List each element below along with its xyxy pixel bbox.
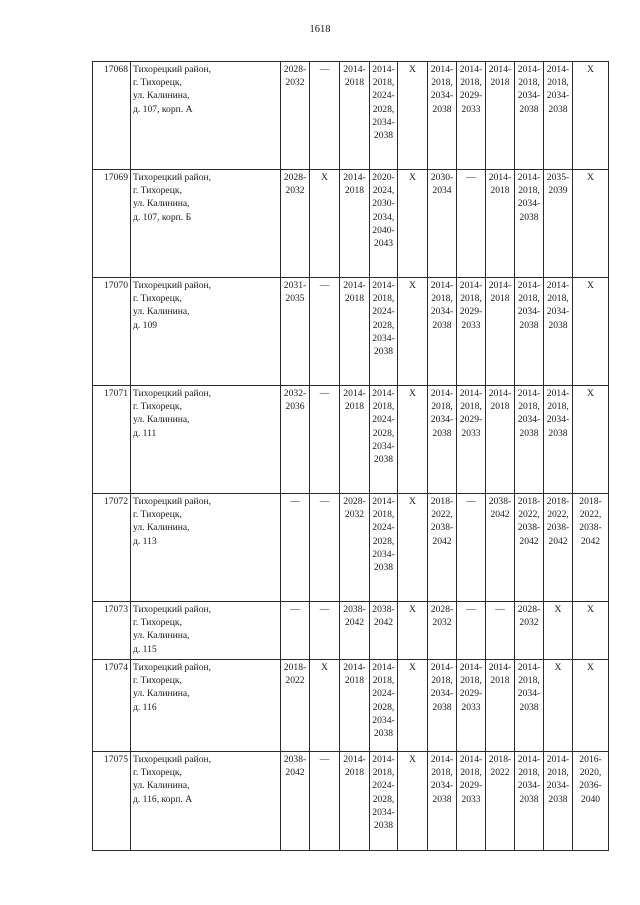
schedule-cell: X: [573, 62, 609, 170]
schedule-cell: X: [398, 602, 428, 660]
schedule-cell: X: [310, 170, 340, 278]
address-line: г. Тихорецк,: [133, 509, 182, 521]
address-line: д. 113: [133, 535, 157, 547]
address-cell: [131, 752, 281, 851]
schedule-cell: 2028- 2032: [428, 602, 457, 660]
schedule-cell: 2038- 2042: [281, 752, 310, 851]
schedule-cell: 2028- 2032: [340, 494, 370, 602]
schedule-cell: —: [310, 494, 340, 602]
schedule-cell: —: [310, 752, 340, 851]
schedule-cell: 2014- 2018, 2034- 2038: [428, 752, 457, 851]
address-line: ул. Калинина,: [133, 198, 190, 210]
table-row: [93, 660, 609, 752]
schedule-cell: X: [310, 660, 340, 752]
address-line: Тихорецкий район,: [133, 496, 212, 507]
schedule-cell: 2014- 2018: [340, 278, 370, 386]
address-cell: [131, 386, 281, 494]
schedule-cell: —: [457, 494, 486, 602]
schedule-cell: 2018- 2022, 2038- 2042: [428, 494, 457, 602]
schedule-cell: 2038- 2042: [340, 602, 370, 660]
schedule-cell: 2018- 2022: [486, 752, 515, 851]
table-row: [93, 602, 609, 660]
schedule-cell: 2028- 2032: [281, 62, 310, 170]
schedule-cell: X: [398, 62, 428, 170]
schedule-cell: 2014- 2018, 2024- 2028, 2034- 2038: [370, 752, 398, 851]
housing-repair-schedule-table: [92, 61, 609, 851]
address-cell: [131, 170, 281, 278]
address-line: Тихорецкий район,: [133, 280, 212, 291]
schedule-cell: 2030- 2034: [428, 170, 457, 278]
schedule-cell: 2018- 2022, 2038- 2042: [573, 494, 609, 602]
page-number: 1618: [309, 24, 331, 35]
schedule-cell: 2014- 2018: [486, 660, 515, 752]
schedule-cell: 2014- 2018: [340, 62, 370, 170]
schedule-cell: 2014- 2018, 2034- 2038: [428, 62, 457, 170]
schedule-cell: X: [573, 278, 609, 386]
schedule-cell: 2014- 2018, 2034- 2038: [544, 386, 573, 494]
address-line: Тихорецкий район,: [133, 388, 212, 399]
schedule-cell: X: [573, 386, 609, 494]
schedule-cell: —: [281, 494, 310, 602]
schedule-cell: X: [398, 494, 428, 602]
schedule-cell: 2014- 2018, 2029- 2033: [457, 278, 486, 386]
table-row: [93, 62, 609, 170]
schedule-cell: X: [544, 660, 573, 752]
address-line: ул. Калинина,: [133, 414, 190, 426]
schedule-cell: —: [310, 278, 340, 386]
schedule-cell: X: [398, 660, 428, 752]
schedule-cell: —: [310, 62, 340, 170]
schedule-cell: X: [398, 170, 428, 278]
address-line: д. 107, корп. А: [133, 103, 193, 115]
address-line: ул. Калинина,: [133, 306, 190, 318]
address-line: ул. Калинина,: [133, 630, 190, 642]
schedule-cell: 2014- 2018, 2029- 2033: [457, 62, 486, 170]
address-cell: [131, 602, 281, 660]
address-line: Тихорецкий район,: [133, 64, 212, 75]
row-number: 17071: [93, 386, 131, 494]
schedule-cell: 2014- 2018, 2034- 2038: [544, 62, 573, 170]
schedule-cell: 2038- 2042: [370, 602, 398, 660]
address-line: д. 116, корп. А: [133, 793, 193, 805]
schedule-cell: 2014- 2018: [340, 386, 370, 494]
table-row: [93, 494, 609, 602]
row-number: 17070: [93, 278, 131, 386]
schedule-cell: 2014- 2018, 2024- 2028, 2034- 2038: [370, 494, 398, 602]
schedule-cell: 2014- 2018, 2034- 2038: [428, 386, 457, 494]
schedule-cell: 2014- 2018: [340, 170, 370, 278]
address-line: ул. Калинина,: [133, 522, 190, 534]
schedule-cell: X: [398, 386, 428, 494]
address-line: Тихорецкий район,: [133, 662, 212, 673]
address-line: ул. Калинина,: [133, 780, 190, 792]
row-number: 17073: [93, 602, 131, 660]
schedule-cell: 2014- 2018, 2029- 2033: [457, 660, 486, 752]
address-line: ул. Калинина,: [133, 688, 190, 700]
schedule-cell: X: [573, 602, 609, 660]
address-line: г. Тихорецк,: [133, 675, 182, 687]
schedule-cell: 2014- 2018, 2034- 2038: [428, 660, 457, 752]
address-line: Тихорецкий район,: [133, 604, 212, 615]
schedule-cell: X: [398, 278, 428, 386]
row-number: 17068: [93, 62, 131, 170]
schedule-cell: 2014- 2018: [486, 278, 515, 386]
schedule-cell: —: [457, 602, 486, 660]
schedule-cell: —: [281, 602, 310, 660]
address-cell: [131, 494, 281, 602]
address-line: г. Тихорецк,: [133, 401, 182, 413]
schedule-cell: X: [398, 752, 428, 851]
address-cell: [131, 660, 281, 752]
address-line: д. 111: [133, 427, 157, 439]
schedule-cell: 2020- 2024, 2030- 2034, 2040- 2043: [370, 170, 398, 278]
address-line: ул. Калинина,: [133, 90, 190, 102]
row-number: 17074: [93, 660, 131, 752]
schedule-cell: 2014- 2018, 2034- 2038: [544, 278, 573, 386]
schedule-cell: 2014- 2018: [486, 170, 515, 278]
schedule-cell: 2014- 2018, 2034- 2038: [544, 752, 573, 851]
schedule-cell: 2038- 2042: [486, 494, 515, 602]
address-line: г. Тихорецк,: [133, 185, 182, 197]
schedule-cell: X: [573, 660, 609, 752]
address-line: д. 116: [133, 701, 157, 713]
schedule-cell: —: [310, 602, 340, 660]
schedule-cell: 2028- 2032: [281, 170, 310, 278]
schedule-cell: 2014- 2018, 2034- 2038: [515, 62, 544, 170]
schedule-cell: 2014- 2018, 2024- 2028, 2034- 2038: [370, 278, 398, 386]
table-row: [93, 278, 609, 386]
schedule-cell: 2018- 2022: [281, 660, 310, 752]
schedule-cell: 2014- 2018: [486, 62, 515, 170]
schedule-cell: X: [573, 170, 609, 278]
address-line: г. Тихорецк,: [133, 767, 182, 779]
address-line: д. 107, корп. Б: [133, 211, 192, 223]
table-row: [93, 170, 609, 278]
schedule-cell: 2014- 2018, 2024- 2028, 2034- 2038: [370, 660, 398, 752]
schedule-cell: 2032- 2036: [281, 386, 310, 494]
schedule-cell: 2014- 2018, 2029- 2033: [457, 752, 486, 851]
table-row: [93, 386, 609, 494]
address-line: г. Тихорецк,: [133, 293, 182, 305]
schedule-cell: 2014- 2018, 2024- 2028, 2034- 2038: [370, 62, 398, 170]
address-cell: [131, 278, 281, 386]
row-number: 17075: [93, 752, 131, 851]
address-line: г. Тихорецк,: [133, 617, 182, 629]
schedule-cell: —: [310, 386, 340, 494]
schedule-cell: —: [457, 170, 486, 278]
address-line: д. 115: [133, 643, 157, 655]
schedule-cell: 2018- 2022, 2038- 2042: [544, 494, 573, 602]
address-line: Тихорецкий район,: [133, 172, 212, 183]
address-line: г. Тихорецк,: [133, 77, 182, 89]
address-line: д. 109: [133, 319, 158, 331]
table-row: [93, 752, 609, 851]
schedule-cell: 2035- 2039: [544, 170, 573, 278]
schedule-cell: —: [486, 602, 515, 660]
schedule-cell: 2018- 2022, 2038- 2042: [515, 494, 544, 602]
schedule-cell: 2014- 2018, 2034- 2038: [515, 752, 544, 851]
schedule-cell: 2014- 2018, 2034- 2038: [515, 170, 544, 278]
address-cell: [131, 62, 281, 170]
schedule-cell: 2014- 2018, 2029- 2033: [457, 386, 486, 494]
schedule-cell: 2016- 2020, 2036- 2040: [573, 752, 609, 851]
schedule-cell: 2014- 2018: [486, 386, 515, 494]
schedule-cell: 2031- 2035: [281, 278, 310, 386]
address-line: Тихорецкий район,: [133, 754, 212, 765]
schedule-cell: X: [544, 602, 573, 660]
schedule-cell: 2014- 2018: [340, 660, 370, 752]
schedule-cell: 2014- 2018, 2034- 2038: [515, 278, 544, 386]
schedule-cell: 2014- 2018, 2034- 2038: [428, 278, 457, 386]
schedule-cell: 2014- 2018, 2034- 2038: [515, 660, 544, 752]
schedule-cell: 2014- 2018, 2034- 2038: [515, 386, 544, 494]
schedule-cell: 2028- 2032: [515, 602, 544, 660]
row-number: 17072: [93, 494, 131, 602]
row-number: 17069: [93, 170, 131, 278]
schedule-cell: 2014- 2018: [340, 752, 370, 851]
schedule-cell: 2014- 2018, 2024- 2028, 2034- 2038: [370, 386, 398, 494]
